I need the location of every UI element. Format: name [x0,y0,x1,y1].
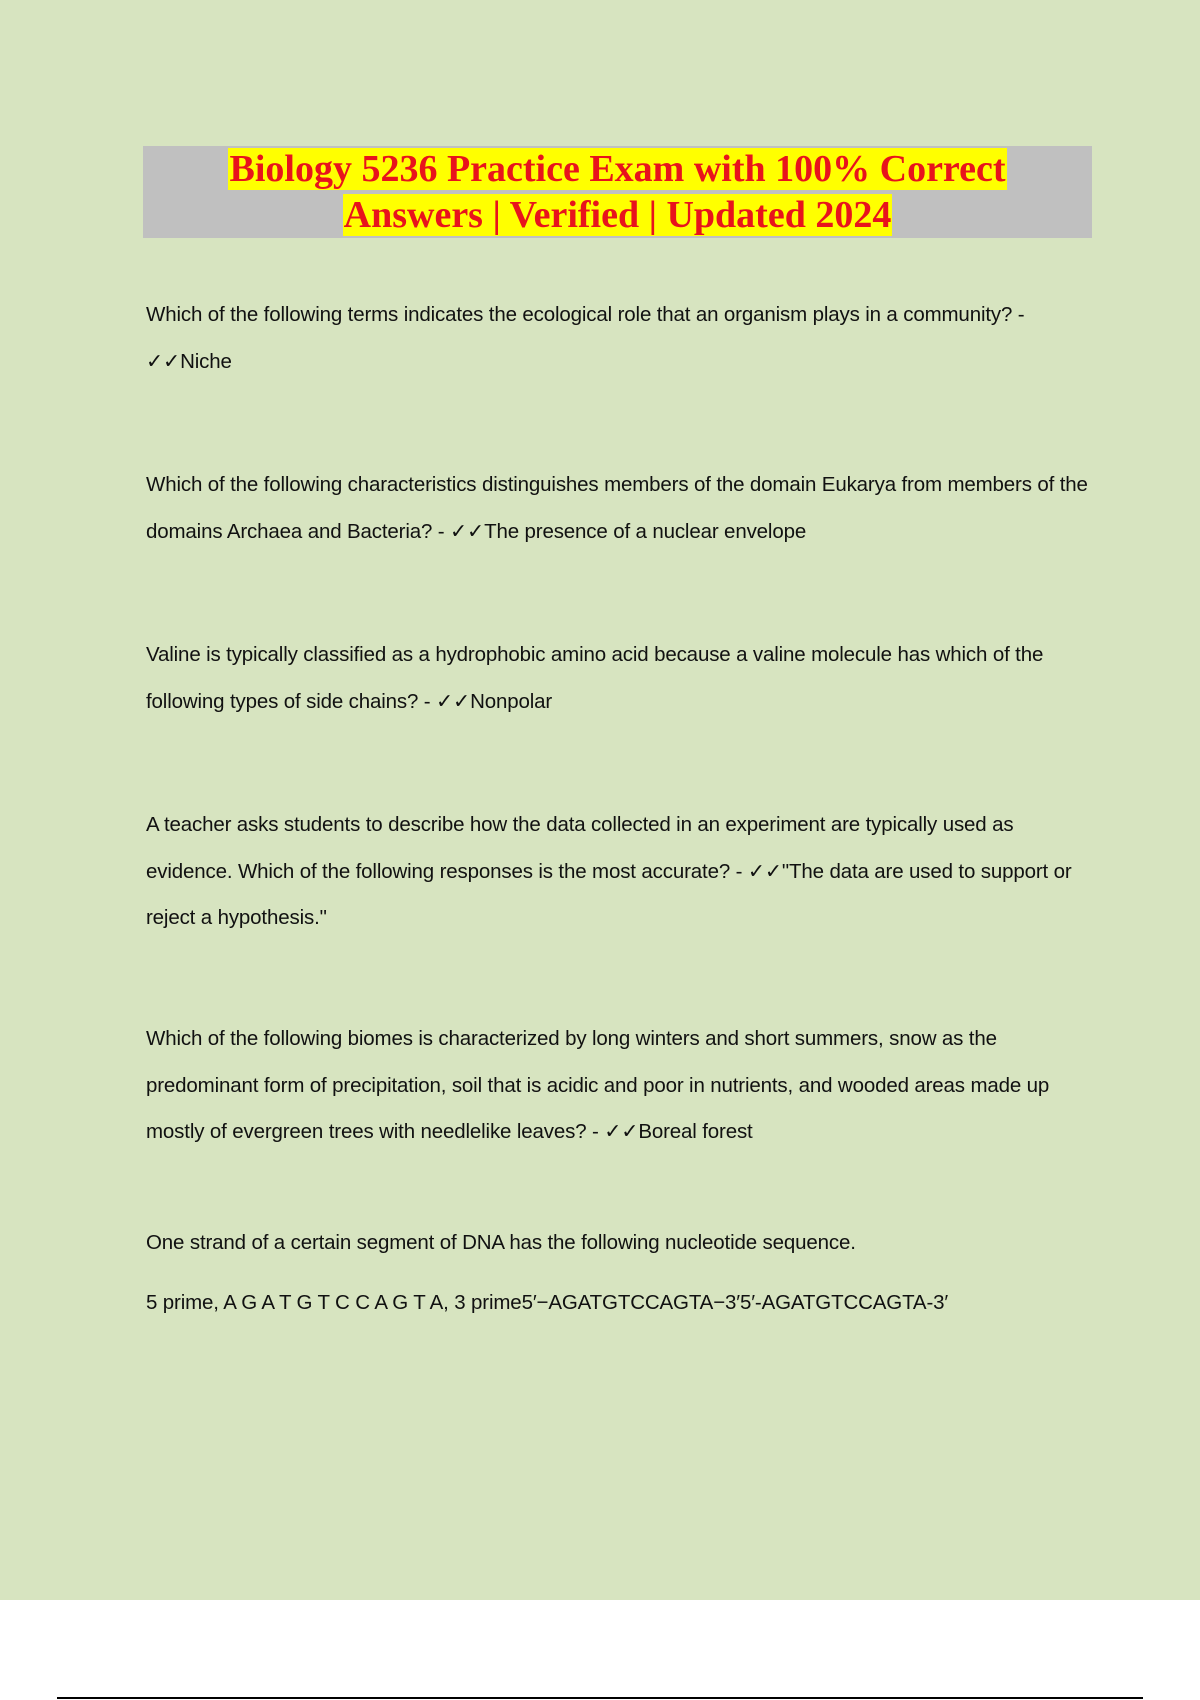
check-mark-icon: ✓✓ [604,1120,639,1143]
check-mark-icon: ✓✓ [450,519,485,543]
check-mark-icon: ✓✓ [146,349,181,373]
question-text: Which of the following biomes is characterized by long winters and short summers, snow as the predominant form of precipitation, soil that is acidic and poor in nutrients, and wooded areas made up mostly of evergreen trees with needlelike leaves? - [146,1027,1050,1143]
document-title [143,146,1092,238]
answer-text: "The data are used to support or reject a hypothesis." [146,859,1072,929]
question-text: Which of the following terms indicates the ecological role that an organism plays in a community? - [146,303,1025,326]
qa-item-2 [146,462,1096,555]
qa-item-5 [146,1016,1096,1156]
title-line-2: Answers | Verified | Updated 2024 [343,194,892,236]
answer-text: Boreal forest [638,1120,753,1143]
qa-item-6 [146,1228,1096,1318]
question-text: Which of the following characteristics distinguishes members of the domain Eukarya from members of the domains Archaea and Bacteria? - [146,473,1088,543]
check-mark-icon: ✓✓ [436,689,471,713]
title-banner [143,146,1092,238]
footer-divider [57,1697,1143,1699]
question-text: A teacher asks students to describe how the data collected in an experiment are typically used as evidence. Which of the following responses is the most accurate? - [146,813,1014,883]
answer-text: Nonpolar [470,689,553,713]
dna-sequence-text: 5 prime, A G A T G T C C A G T A, 3 prime5′−AGATGTCCAGTA−3′5′-AGATGTCCAGTA-3′ [146,1291,949,1314]
answer-text: The presence of a nuclear envelope [484,519,807,543]
answer-text: Niche [180,349,232,373]
question-text: Valine is typically classified as a hydrophobic amino acid because a valine molecule has which of the following types of side chains? - [146,643,1044,713]
check-mark-icon: ✓✓ [747,859,782,883]
question-text: One strand of a certain segment of DNA has the following nucleotide sequence. [146,1231,856,1254]
qa-item-3 [146,632,1096,725]
qa-item-1 [146,292,1096,385]
title-line-1: Biology 5236 Practice Exam with 100% Correct [229,148,1006,190]
qa-item-4 [146,802,1096,942]
